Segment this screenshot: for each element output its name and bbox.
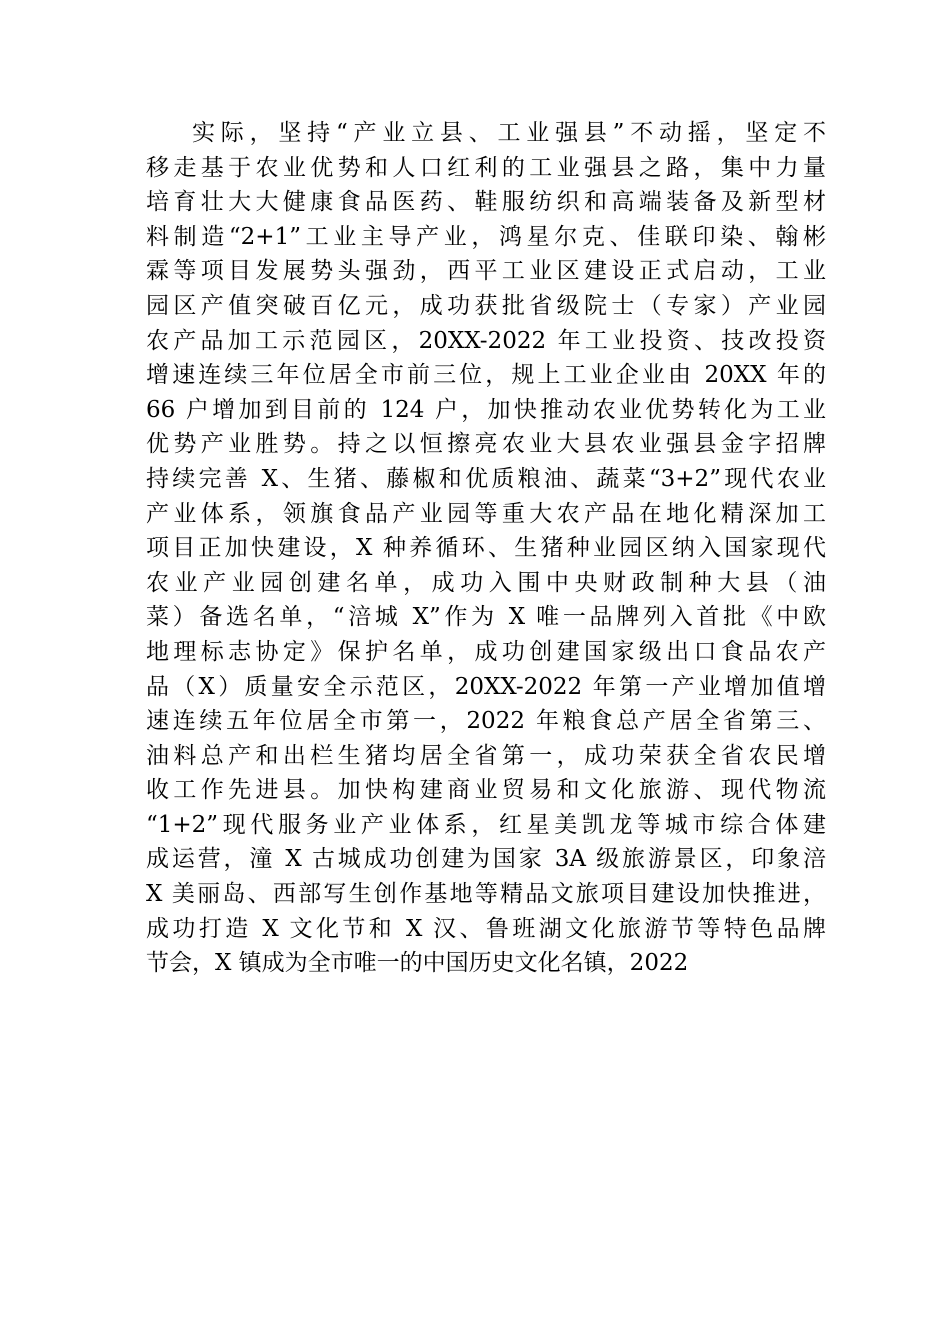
paragraph-line: 产业体系，领旗食品产业园等重大农产品在地化精深加工 bbox=[146, 500, 826, 527]
paragraph-line: 速连续五年位居全市第一，2022 年粮食总产居全省第三、 bbox=[146, 708, 826, 735]
paragraph-line: 品（X）质量安全示范区，20XX-2022 年第一产业增加值增 bbox=[146, 673, 826, 700]
paragraph-line: 实际，坚持“产业立县、工业强县”不动摇，坚定不 bbox=[192, 120, 826, 146]
paragraph-line: 移走基于农业优势和人口红利的工业强县之路，集中力量 bbox=[146, 154, 826, 181]
paragraph-line: 优势产业胜势。持之以恒擦亮农业大县农业强县金字招牌 bbox=[146, 431, 826, 458]
paragraph-line: 节会，X 镇成为全市唯一的中国历史文化名镇，2022 bbox=[146, 950, 689, 977]
paragraph-line: 培育壮大大健康食品医药、鞋服纺织和高端装备及新型材 bbox=[146, 189, 826, 216]
paragraph-line: 菜）备选名单，“涪城 X”作为 X 唯一品牌列入首批《中欧 bbox=[146, 604, 826, 631]
paragraph-line: 地理标志协定》保护名单，成功创建国家级出口食品农产 bbox=[146, 638, 826, 665]
paragraph-line: 项目正加快建设，X 种养循环、生猪种业园区纳入国家现代 bbox=[146, 535, 826, 562]
paragraph-line: 油料总产和出栏生猪均居全省第一，成功荣获全省农民增 bbox=[146, 742, 826, 769]
paragraph-line: 收工作先进县。加快构建商业贸易和文化旅游、现代物流 bbox=[146, 777, 826, 804]
paragraph-line: X 美丽岛、西部写生创作基地等精品文旅项目建设加快推进， bbox=[146, 881, 826, 908]
paragraph-line: “1+2”现代服务业产业体系，红星美凯龙等城市综合体建 bbox=[146, 811, 826, 838]
body-paragraph bbox=[146, 116, 826, 981]
paragraph-line: 增速连续三年位居全市前三位，规上工业企业由 20XX 年的 bbox=[146, 362, 826, 389]
paragraph-line: 成功打造 X 文化节和 X 汉、鲁班湖文化旅游节等特色品牌 bbox=[146, 915, 826, 942]
paragraph-line: 料制造“2+1”工业主导产业，鸿星尔克、佳联印染、翰彬 bbox=[146, 223, 826, 250]
paragraph-line: 持续完善 X、生猪、藤椒和优质粮油、蔬菜“3+2”现代农业 bbox=[146, 465, 826, 492]
paragraph-line: 农业产业园创建名单，成功入围中央财政制种大县（油 bbox=[146, 569, 826, 596]
paragraph-line: 霖等项目发展势头强劲，西平工业区建设正式启动，工业 bbox=[146, 258, 826, 285]
paragraph-line: 园区产值突破百亿元，成功获批省级院士（专家）产业园 bbox=[146, 292, 826, 319]
paragraph-line: 农产品加工示范园区，20XX-2022 年工业投资、技改投资 bbox=[146, 327, 826, 354]
paragraph-line: 66 户增加到目前的 124 户，加快推动农业优势转化为工业 bbox=[146, 396, 826, 423]
paragraph-line: 成运营，潼 X 古城成功创建为国家 3A 级旅游景区，印象涪 bbox=[146, 846, 826, 873]
